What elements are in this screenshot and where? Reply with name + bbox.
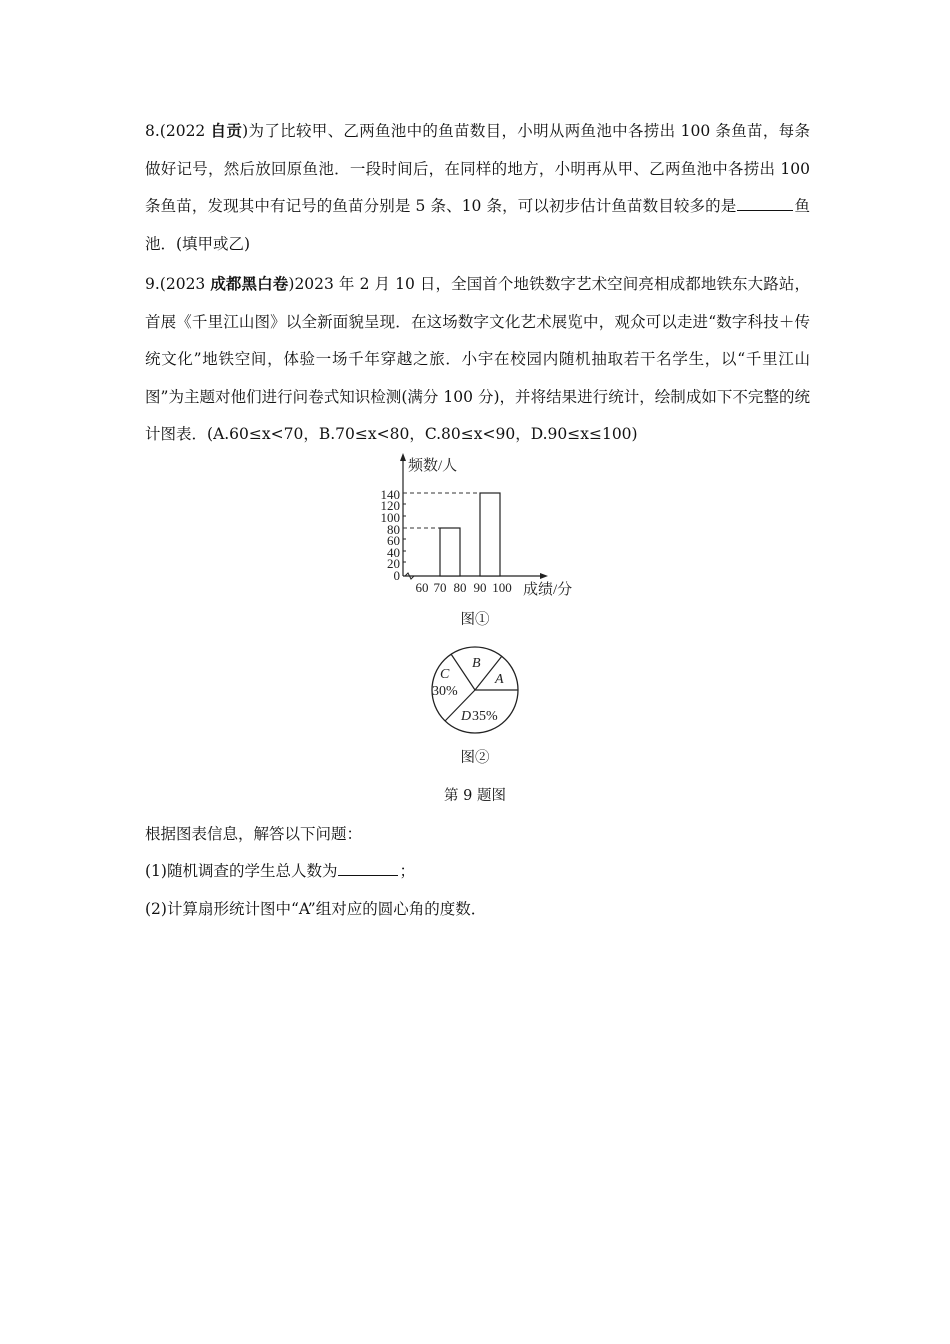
answer-blank[interactable]	[737, 195, 793, 212]
svg-text:80: 80	[453, 580, 467, 595]
sub-question-2: (2)计算扇形统计图中“A”组对应的圆心角的度数．	[145, 900, 487, 918]
question-8	[145, 112, 810, 263]
prompt-text: 根据图表信息，解答以下问题：	[145, 825, 363, 843]
question-number: 9.	[145, 275, 160, 293]
question-text-end: 鱼池．(填甲或乙)	[145, 197, 810, 253]
question-text: 2023 年 2 月 10 日，全国首个地铁数字艺术空间亮相成都地铁东大路站，首展《千里江山图》以全新面貌呈现．在这场数字文化艺术展览中，观众可以走进“数字科技＋传统文化”地铁空间，体验一场千年穿越之旅．小宇在校园内随机抽取若干名学生，以“千里江山图”为主题对他们进行问卷式知识检测(满分 100 分)，并将结果进行统计，绘制成如下不完整的统计图表．	[145, 275, 810, 443]
question-9	[145, 265, 810, 454]
score-ranges: (A.60≤x<70，B.70≤x<80，C.80≤x<90，D.90≤x≤100)	[207, 425, 638, 443]
svg-text:20: 20	[387, 556, 400, 571]
pie-value-c: 30%	[432, 684, 458, 699]
svg-text:80: 80	[387, 522, 400, 537]
svg-text:120: 120	[380, 498, 400, 513]
figure-caption: 第 9 题图	[444, 788, 506, 804]
pie-value-d: 35%	[472, 709, 498, 724]
figure-1-caption: 图①	[460, 612, 490, 628]
question-source: (2023	[159, 275, 211, 293]
svg-text:100: 100	[492, 580, 512, 595]
question-text: 为了比较甲、乙两鱼池中的鱼苗数目，小明从两鱼池中各捞出 100 条鱼苗，每条做好记号，然后放回原鱼池．一段时间后，在同样的地方，小明再从甲、乙两鱼池中各捞出 100 条鱼苗，发现其中有记号的鱼苗分别是 5 条、10 条，可以初步估计鱼苗数目较多的是	[145, 122, 810, 215]
question-source: (2022	[159, 122, 211, 140]
svg-text:0: 0	[393, 568, 400, 583]
histogram-chart	[360, 450, 590, 600]
svg-text:60: 60	[387, 533, 400, 548]
question-source-close: )	[288, 275, 295, 293]
x-axis-label: 成绩/分	[523, 582, 573, 598]
sub-question-1-text: (1)随机调查的学生总人数为	[145, 862, 338, 880]
pie-label-a: A	[495, 672, 504, 687]
question-number: 8.	[145, 122, 160, 140]
svg-text:90: 90	[473, 580, 487, 595]
pie-label-b: B	[472, 656, 481, 671]
figure-2-caption: 图②	[460, 750, 490, 766]
y-axis-label: 频数/人	[408, 458, 458, 474]
svg-text:60: 60	[415, 580, 429, 595]
svg-text:100: 100	[380, 510, 400, 525]
question-source-close: )	[242, 122, 249, 140]
pie-label-c: C	[440, 667, 450, 682]
question-source-name: 成都黑白卷	[210, 274, 289, 293]
sub-question-1	[145, 859, 415, 881]
svg-text:70: 70	[433, 580, 447, 595]
question-source-name: 自贡	[210, 121, 243, 140]
pie-chart	[425, 645, 525, 735]
answer-blank[interactable]	[338, 860, 398, 877]
svg-text:140: 140	[380, 487, 400, 502]
svg-text:40: 40	[387, 545, 400, 560]
sub-question-1-end: ；	[399, 862, 415, 880]
pie-label-d: D	[461, 709, 472, 724]
